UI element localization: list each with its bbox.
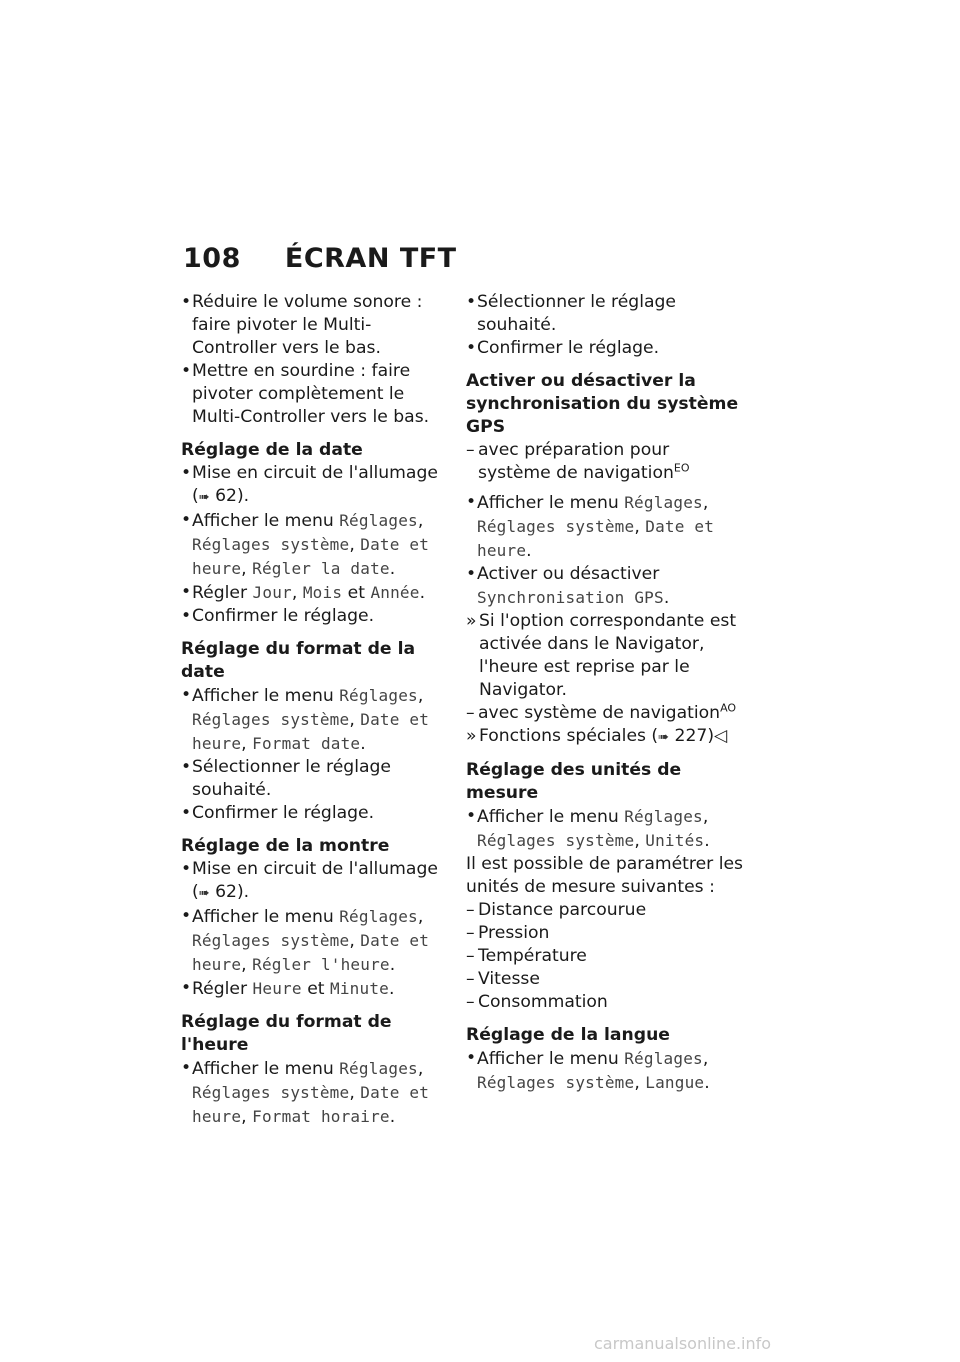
bullet-icon: •: [181, 803, 192, 823]
bullet-icon: •: [466, 338, 477, 358]
dash-icon: –: [466, 969, 475, 989]
list-item: • Activer ou désactiver Synchronisation GPS.: [466, 564, 670, 608]
menu-path: Réglages système: [192, 710, 350, 729]
watermark: carmanualsonline.info: [594, 1334, 772, 1353]
list-item: • Confirmer le réglage.: [466, 338, 660, 358]
page-ref-arrow-icon: ➠: [658, 730, 670, 745]
bullet-icon: •: [181, 292, 192, 312]
menu-path: Réglages système: [192, 535, 350, 554]
menu-path: Réglages système: [477, 831, 635, 850]
menu-value: Heure: [252, 979, 302, 998]
bullet-icon: •: [181, 510, 192, 530]
menu-value: Année: [370, 583, 420, 602]
page-ref-link[interactable]: 62: [215, 486, 237, 506]
menu-path: Format horaire: [252, 1107, 390, 1126]
menu-value: Minute: [329, 979, 389, 998]
page-number: 108: [183, 243, 241, 274]
option-code: EO: [673, 461, 690, 475]
menu-value: Jour: [252, 583, 292, 602]
list-item: • Réduire le volume sonore : faire pivoter le Multi-Controller vers le bas.: [181, 292, 423, 358]
section-heading: Réglage de la montre: [181, 836, 390, 856]
dash-icon: –: [466, 923, 475, 943]
condition-item: – avec système de navigation$^{AO}$: [466, 701, 737, 723]
menu-path: Réglages: [624, 1049, 703, 1068]
bullet-icon: •: [466, 492, 477, 512]
units-list-item: – Pression: [466, 923, 550, 943]
list-item: • Afficher le menu Réglages, Réglages système, Date et heure, Format date.: [181, 685, 430, 754]
dash-icon: –: [466, 992, 475, 1012]
result-item: » Fonctions spéciales (➠ 227)◁: [466, 726, 728, 746]
section-heading: Réglage de la langue: [466, 1025, 670, 1045]
units-list-item: – Température: [466, 946, 587, 966]
section-heading: Réglage de la date: [181, 440, 363, 460]
list-item: • Confirmer le réglage.: [181, 803, 375, 823]
menu-path: Réglages système: [192, 1083, 350, 1102]
bullet-icon: •: [466, 806, 477, 826]
bullet-icon: •: [181, 1058, 192, 1078]
condition-item: – avec préparation pour système de navigation$^{EO}$: [466, 440, 690, 483]
end-of-section-icon: ◁: [714, 726, 728, 746]
units-list-item: – Distance parcourue: [466, 900, 647, 920]
left-column: [181, 291, 451, 1129]
right-column: [466, 291, 746, 1095]
bullet-icon: •: [466, 1048, 477, 1068]
menu-path: Langue: [645, 1073, 705, 1092]
bullet-icon: •: [181, 606, 192, 626]
units-list-item: – Vitesse: [466, 969, 540, 989]
menu-path: Réglages: [339, 907, 418, 926]
list-item: • Mise en circuit de l'allumage (➠ 62).: [181, 463, 438, 506]
bullet-icon: •: [181, 582, 192, 602]
menu-path: Date et heure: [192, 710, 430, 753]
menu-path: Régler la date: [252, 559, 390, 578]
menu-path: Synchronisation GPS: [477, 588, 664, 607]
page-ref-arrow-icon: ➠: [198, 886, 210, 901]
menu-path: Réglages système: [192, 931, 350, 950]
dash-icon: –: [466, 900, 475, 920]
bullet-icon: •: [181, 978, 192, 998]
list-item: • Afficher le menu Réglages, Réglages système, Unités.: [466, 806, 710, 851]
bullet-icon: •: [466, 292, 477, 312]
body-paragraph: Il est possible de paramétrer les unités de mesure suivantes :: [466, 854, 744, 897]
page-ref-arrow-icon: ➠: [198, 490, 210, 505]
page-ref-link[interactable]: 62: [215, 882, 237, 902]
list-item: • Sélectionner le réglage souhaité.: [466, 292, 676, 335]
bullet-icon: •: [181, 906, 192, 926]
bullet-icon: •: [181, 757, 192, 777]
menu-path: Date et heure: [477, 517, 715, 560]
bullet-icon: •: [181, 859, 192, 879]
list-item: • Régler Heure et Minute.: [181, 978, 395, 999]
list-item: • Confirmer le réglage.: [181, 606, 375, 626]
menu-path: Format date: [252, 734, 361, 753]
menu-path: Régler l'heure: [252, 955, 390, 974]
result-item: » Si l'option correspondante est activée dans le Navigator, l'heure est reprise par le Navigator.: [466, 611, 737, 700]
dash-icon: –: [466, 440, 475, 460]
list-item: • Afficher le menu Réglages, Réglages système, Langue.: [466, 1048, 710, 1093]
section-heading: Réglage du format de la date: [181, 639, 416, 682]
section-heading: Activer ou désactiver la synchronisation du système GPS: [466, 371, 739, 437]
result-icon: »: [466, 726, 477, 746]
section-heading: Réglage du format de l'heure: [181, 1012, 392, 1055]
menu-path: Date et heure: [192, 535, 430, 578]
result-icon: »: [466, 611, 477, 631]
chapter-title: ÉCRAN TFT: [284, 243, 457, 274]
menu-path: Réglages système: [477, 1073, 635, 1092]
list-item: • Afficher le menu Réglages, Réglages système, Date et heure, Régler la date.: [181, 510, 430, 579]
menu-path: Réglages: [339, 686, 418, 705]
list-item: • Mise en circuit de l'allumage (➠ 62).: [181, 859, 438, 902]
menu-path: Date et heure: [192, 931, 430, 974]
menu-path: Réglages: [339, 511, 418, 530]
dash-icon: –: [466, 703, 475, 723]
menu-path: Réglages: [624, 493, 703, 512]
menu-path: Réglages: [624, 807, 703, 826]
page-ref-link[interactable]: 227: [674, 726, 708, 746]
option-code: AO: [720, 701, 737, 715]
bullet-icon: •: [181, 463, 192, 483]
list-item: • Mettre en sourdine : faire pivoter complètement le Multi-Controller vers le bas.: [181, 361, 430, 427]
list-item: • Afficher le menu Réglages, Réglages système, Date et heure, Régler l'heure.: [181, 906, 430, 975]
section-heading: Réglage des unités de mesure: [466, 760, 682, 803]
list-item: • Sélectionner le réglage souhaité.: [181, 757, 391, 800]
bullet-icon: •: [181, 685, 192, 705]
list-item: • Afficher le menu Réglages, Réglages système, Date et heure.: [466, 492, 715, 561]
page-header: [183, 243, 457, 274]
menu-path: Réglages système: [477, 517, 635, 536]
units-list-item: – Consommation: [466, 992, 608, 1012]
dash-icon: –: [466, 946, 475, 966]
list-item: • Afficher le menu Réglages, Réglages système, Date et heure, Format horaire.: [181, 1058, 430, 1127]
list-item: • Régler Jour, Mois et Année.: [181, 582, 426, 603]
bullet-icon: •: [466, 564, 477, 584]
menu-path: Unités: [645, 831, 705, 850]
menu-value: Mois: [302, 583, 343, 602]
menu-path: Date et heure: [192, 1083, 430, 1126]
bullet-icon: •: [181, 361, 192, 381]
menu-path: Réglages: [339, 1059, 418, 1078]
